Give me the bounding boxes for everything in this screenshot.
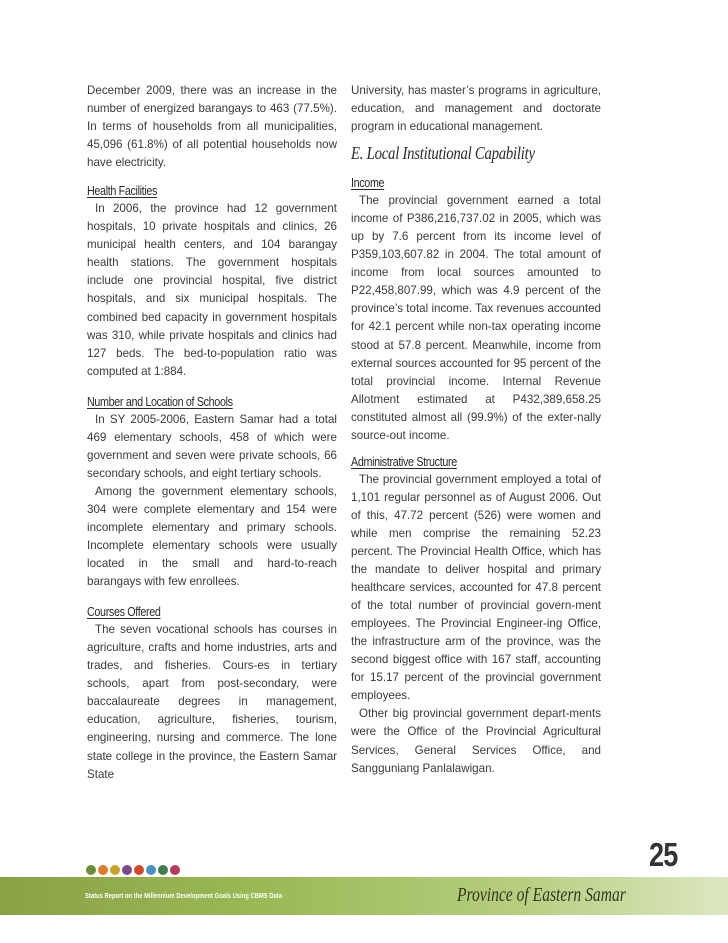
admin-structure-heading: Administrative Structure bbox=[351, 454, 457, 469]
health-facilities-heading: Health Facilities bbox=[87, 184, 158, 199]
mdg-goal-icon bbox=[170, 865, 180, 875]
intro-paragraph: December 2009, there was an increase in the number of energized barangays to 463 (77.5%). In terms of households from all municipalities, 45,096 (61.8%) of all potential households now have electricity. bbox=[87, 84, 337, 170]
mdg-goal-icon bbox=[122, 865, 132, 875]
right-column bbox=[351, 82, 601, 778]
footer-province-name: Province of Eastern Samar bbox=[457, 884, 626, 906]
continued-paragraph: University, has master’s programs in agriculture, education, and management and doctorate program in educational management. bbox=[351, 84, 601, 134]
mdg-goal-icon bbox=[158, 865, 168, 875]
admin-structure-paragraph: Other big provincial government depart-ments were the Office of the Provincial Agricultural Services, General Services Office, and Sangguniang Panlalawigan. bbox=[351, 707, 601, 775]
mdg-goal-icon bbox=[110, 865, 120, 875]
health-facilities-paragraph: In 2006, the province had 12 government hospitals, 10 private hospitals and clinics, 26 municipal health centers, and 104 barangay health stations. The government hospitals include one provincial hospital, five district hospitals, and six municipal hospitals. The combined bed capacity in government hospitals was 310, while private hospitals and clinics had 127 beds. The bed-to-population ratio was computed at 1:884. bbox=[87, 202, 337, 378]
admin-structure-paragraph: The provincial government employed a total of 1,101 regular personnel as of August 2006. Out of this, 47.72 percent (526) were women and while men comprise the remaining 52.23 percent. The Provincial Health Office, which has the mandate to deliver hospital and primary healthcare services, accounted for 47.8 percent of the total number of provincial govern-ment employees. The Provincial Engineer-ing Office, the infrastructure arm of the province, was the second biggest office with 167 staff, accounting for 15.17 percent of the provincial government employees. bbox=[351, 472, 601, 703]
income-paragraph: The provincial government earned a total income of P386,216,737.02 in 2005, which was up by 7.6 percent from its income level of P359,103,607.82 in 2004. The total amount of income from local sources amounted to P22,458,807.99, which was 4.9 percent of the province’s total income. Tax revenues accounted for 42.1 percent while non-tax operating income stood at 57.8 percent. Meanwhile, income from external sources accounted for 95 percent of the total provincial income. Internal Revenue Allotment estimated at P432,389,658.25 constituted almost all (99.9%) of the exter-nally source-out income. bbox=[351, 194, 601, 442]
schools-paragraph: In SY 2005-2006, Eastern Samar had a total 469 elementary schools, 458 of which were government and seven were private schools, 66 secondary schools, and eight tertiary schools. bbox=[87, 412, 337, 480]
mdg-goal-icon bbox=[86, 865, 96, 875]
courses-heading: Courses Offered bbox=[87, 605, 161, 620]
schools-paragraph: Among the government elementary schools, 304 were complete elementary and 154 were incomplete elementary and primary schools. Incomplete elementary schools were usually located in the small and hard-to-reach barangays with few enrollees. bbox=[87, 484, 337, 589]
left-column bbox=[87, 82, 337, 784]
footer-report-title: Status Report on the Millennium Development Goals Using CBMS Data bbox=[85, 891, 282, 900]
page-number: 25 bbox=[649, 836, 678, 873]
mdg-goal-icon bbox=[98, 865, 108, 875]
section-title: E. Local Institutional Capability bbox=[351, 143, 535, 164]
mdg-goal-icon bbox=[146, 865, 156, 875]
courses-paragraph: The seven vocational schools has courses in agriculture, crafts and home industries, arts and trades, and fisheries. Cours-es in tertiary schools, apart from post-secondary, were baccalaureate degrees in management, education, agriculture, fisheries, tourism, engineering, nursing and commerce. The lone state college in the province, the Eastern Samar State bbox=[87, 623, 337, 781]
mdg-goal-icon bbox=[134, 865, 144, 875]
income-heading: Income bbox=[351, 176, 385, 191]
schools-heading: Number and Location of Schools bbox=[87, 394, 233, 409]
mdg-icons-row bbox=[85, 863, 185, 877]
